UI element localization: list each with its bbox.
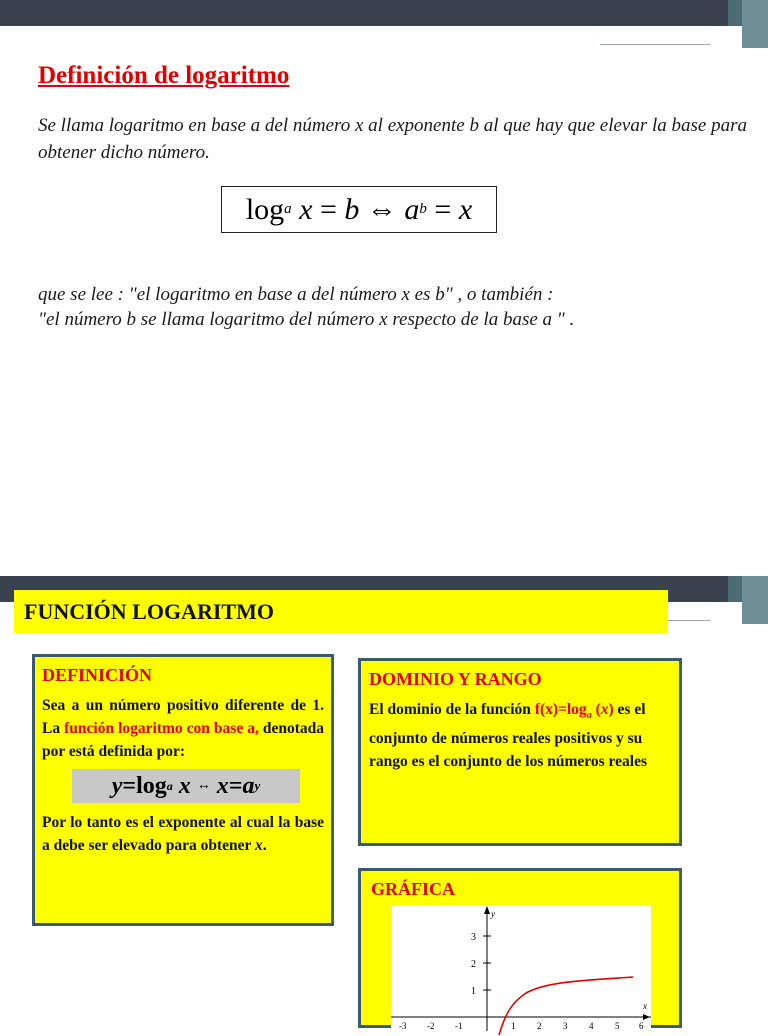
slide-title: Definición de logaritmo [38, 62, 290, 89]
function-paren-close: ) [608, 701, 614, 718]
formula-equals: = [320, 192, 337, 226]
formula-equals: = [122, 772, 137, 799]
formula-base: a [166, 778, 173, 793]
formula-x-2: x [216, 772, 229, 799]
formula-log: log [136, 772, 167, 799]
dominio-text [369, 698, 671, 773]
x-tick-label: -3 [399, 1021, 407, 1031]
formula-log: log [245, 192, 285, 226]
x-tick-label: 3 [563, 1021, 568, 1031]
definicion-card [32, 654, 334, 926]
slide-gap [0, 560, 768, 576]
formula-y: y [111, 772, 123, 799]
y-axis-arrow [484, 906, 490, 914]
formula-equals-2: = [434, 192, 452, 226]
x-tick-label: 1 [511, 1021, 516, 1031]
decor-line [600, 44, 710, 45]
definicion-text-b: denotada por está definida por: [42, 720, 325, 760]
formula-base: a [284, 201, 292, 217]
header-accent [742, 0, 768, 48]
slide-header-bar [0, 0, 768, 26]
dominio-function [534, 701, 614, 722]
formula-exponent: b [419, 201, 427, 217]
x-axis-label: x [643, 1001, 647, 1011]
log-definition-formula [221, 186, 497, 233]
y-tick-label: 3 [471, 932, 476, 943]
header-accent [742, 576, 768, 624]
x-tick-label: 6 [639, 1021, 644, 1031]
formula-equals-2: = [228, 772, 243, 799]
header-accent-dark [728, 0, 742, 26]
dominio-card [358, 658, 682, 846]
formula-x-2: x [458, 192, 473, 226]
formula-a: a [404, 192, 420, 226]
y-axis-label: y [491, 909, 495, 919]
grafica-card [358, 868, 682, 1031]
header-accent-dark [728, 576, 742, 602]
x-tick-label: 4 [589, 1021, 594, 1031]
function-base: a [586, 710, 592, 722]
decor-line [560, 34, 730, 36]
reading-paragraph: que se lee : "el logaritmo en base a del número x es b" , o también : "el número b se llama logaritmo del número x respecto de la base a " . [38, 284, 575, 330]
formula-arrow: ↔ [196, 778, 211, 793]
grafica-heading: GRÁFICA [371, 879, 455, 899]
x-tick-label: -2 [427, 1021, 435, 1031]
slide-title: FUNCIÓN LOGARITMO [14, 590, 668, 633]
x-tick-label: 2 [537, 1021, 542, 1031]
y-tick-label: 2 [471, 959, 476, 970]
definicion-text-a: Sea a un número positivo diferente de 1. La [42, 697, 324, 737]
function-var: x [600, 701, 609, 718]
formula-a: a [242, 772, 255, 799]
function-paren-open: ( [591, 701, 601, 718]
dominio-heading: DOMINIO Y RANGO [369, 669, 542, 689]
y-tick-label: 1 [471, 986, 476, 997]
slide-funcion-logaritmo [0, 576, 768, 1031]
formula-b: b [344, 192, 360, 226]
definicion-heading: DEFINICIÓN [42, 665, 153, 685]
definicion-conclusion [42, 811, 324, 857]
x-tick-label: 5 [615, 1021, 620, 1031]
log-graph [391, 905, 651, 1031]
log-function-formula [72, 769, 300, 803]
conclusion-var: x [254, 837, 263, 854]
formula-x: x [299, 192, 313, 226]
dominio-text-a: El dominio de la función [369, 701, 535, 718]
graph-area [391, 905, 651, 1031]
x-axis-arrow [643, 1014, 650, 1020]
formula-iff: ⇔ [366, 192, 397, 226]
x-tick-label: -1 [455, 1021, 463, 1031]
dominio-text-b: es el conjunto de números reales positivos y su rango es el conjunto de los números reales [369, 701, 647, 771]
formula-exponent: y [254, 778, 261, 793]
formula-x: x [178, 772, 191, 799]
definicion-highlight: función logaritmo con base a, [64, 720, 259, 737]
definition-paragraph: Se llama logaritmo en base a del número x al exponente b al que hay que elevar la base para obtener dicho número. [38, 115, 748, 163]
conclusion-text: Por lo tanto es el exponente al cual la base a debe ser elevado para obtener [42, 814, 324, 854]
conclusion-end: . [262, 837, 267, 854]
definicion-text [42, 694, 324, 763]
function-name: f(x)=log [534, 701, 587, 718]
